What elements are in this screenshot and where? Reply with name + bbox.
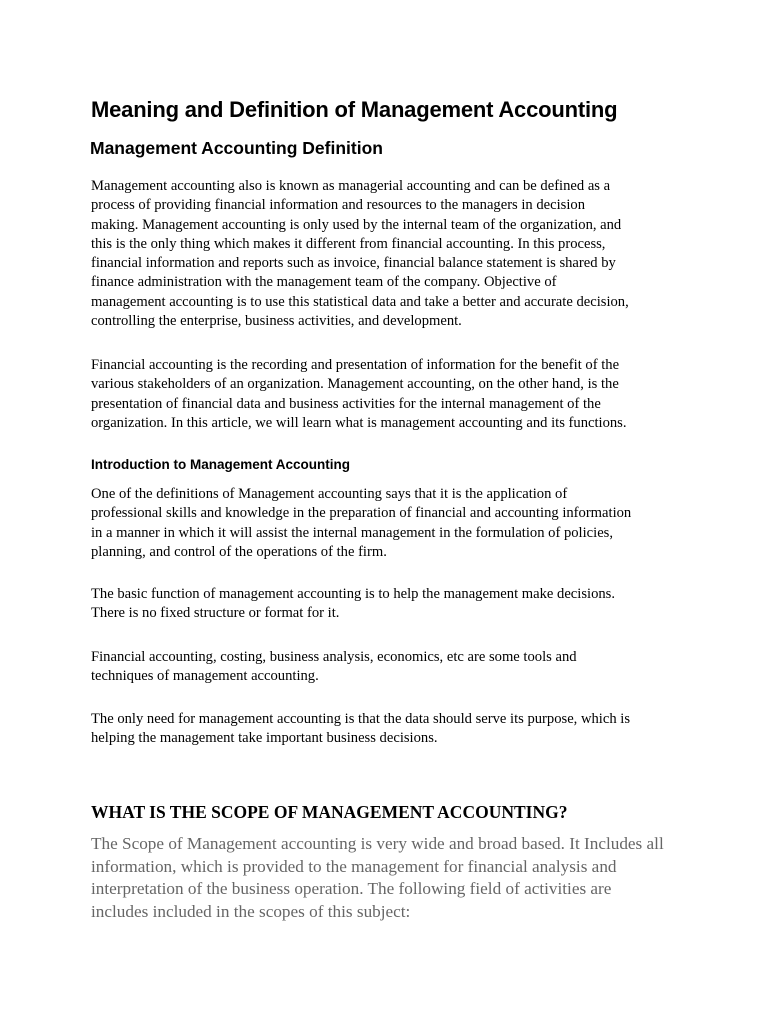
paragraph-line: financial information and reports such as invoice, financial balance statement is shared by [91,255,616,272]
paragraph-line: The basic function of management accounting is to help the management make decisions. [91,586,615,602]
paragraph-line: The only need for management accounting is that the data should serve its purpose, which is [91,711,631,727]
paragraph-definition [91,177,691,331]
paragraph-line: Management accounting also is known as managerial accounting and can be defined as a [91,178,611,194]
paragraph-line: professional skills and knowledge in the preparation of financial and accounting information [91,505,632,522]
section-title-scope: WHAT IS THE SCOPE OF MANAGEMENT ACCOUNTING? [91,802,568,822]
paragraph-line: The Scope of Management accounting is very wide and broad based. It Includes all [91,834,664,853]
paragraph-tools [91,648,691,687]
paragraph-line: presentation of financial data and business activities for the internal management of the [91,395,601,412]
paragraph-line: interpretation of the business operation. The following field of activities are [91,879,612,898]
paragraph-basic-function [91,585,691,624]
page-title: Meaning and Definition of Management Accounting [91,97,618,122]
paragraph-line: helping the management take important business decisions. [91,730,438,747]
paragraph-line: making. Management accounting is only used by the internal team of the organization, and [91,216,622,233]
paragraph-line: One of the definitions of Management accounting says that it is the application of [91,486,568,502]
paragraph-line: organization. In this article, we will learn what is management accounting and its functions. [91,414,627,431]
paragraph-line: this is the only thing which makes it different from financial accounting. In this process, [91,235,606,252]
paragraph-line: in a manner in which it will assist the internal management in the formulation of policies, [91,524,614,541]
paragraph-line: process of providing financial information and resources to the managers in decision [91,197,586,214]
paragraph-line: planning, and control of the operations of the firm. [91,543,387,560]
paragraph-line: There is no fixed structure or format for it. [91,605,340,622]
paragraph-line: techniques of management accounting. [91,668,319,685]
paragraph-line: finance administration with the management team of the company. Objective of [91,274,557,291]
paragraph-line: controlling the enterprise, business activities, and development. [91,313,462,330]
paragraph-scope [91,833,711,923]
paragraph-line: Financial accounting is the recording and presentation of information for the benefit of the [91,357,620,373]
paragraph-introduction [91,485,691,562]
paragraph-financial-accounting [91,356,691,433]
paragraph-line: includes included in the scopes of this subject: [91,901,411,921]
paragraph-line: various stakeholders of an organization. Management accounting, on the other hand, is the [91,376,619,393]
section-title-definition: Management Accounting Definition [90,138,383,158]
paragraph-line: management accounting is to use this statistical data and take a better and accurate decision, [91,293,629,310]
paragraph-purpose [91,710,691,749]
section-title-introduction: Introduction to Management Accounting [91,457,350,472]
paragraph-line: Financial accounting, costing, business analysis, economics, etc are some tools and [91,649,577,665]
paragraph-line: information, which is provided to the management for financial analysis and [91,856,617,876]
